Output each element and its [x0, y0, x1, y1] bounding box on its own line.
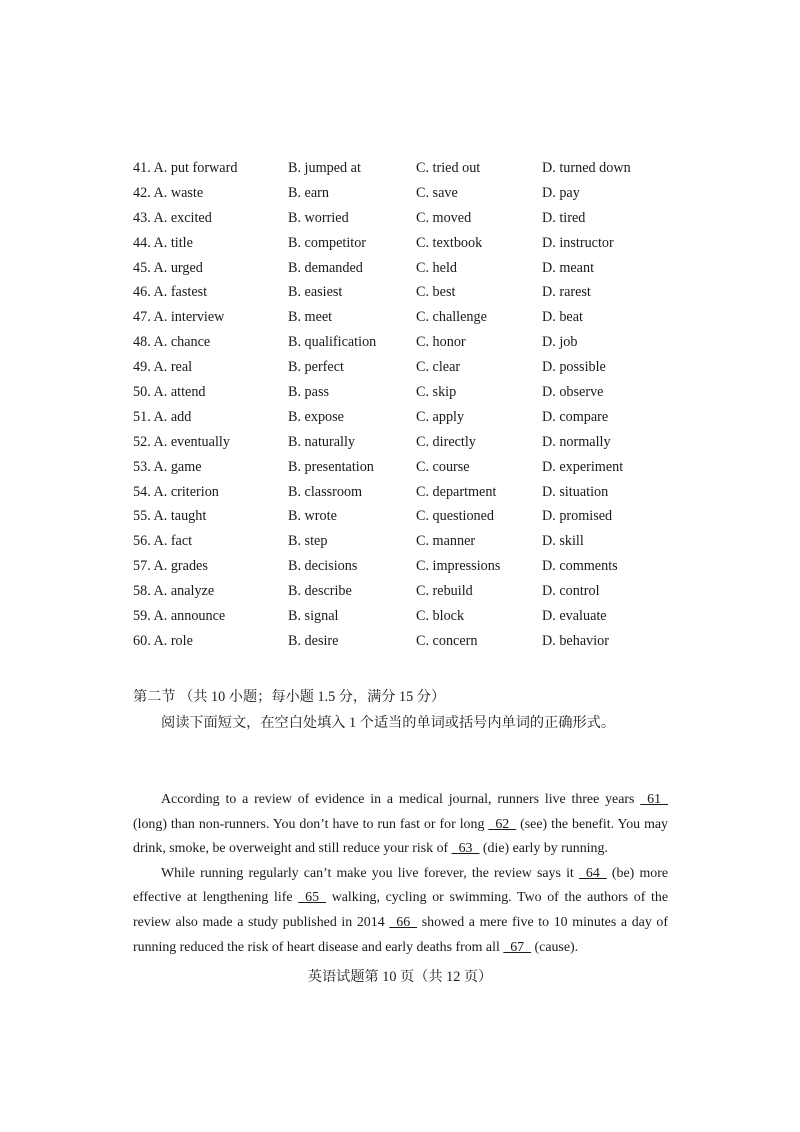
option-a: 55. A. taught: [133, 508, 207, 525]
question-row: [133, 231, 693, 256]
option-a: 41. A. put forward: [133, 160, 238, 176]
option-d: D. compare: [542, 408, 609, 425]
option-a: 59. A. announce: [133, 608, 226, 625]
blank-62: 62: [488, 816, 517, 832]
option-d: D. turned down: [542, 160, 631, 176]
option-a: 50. A. attend: [133, 384, 206, 401]
option-d: D. promised: [542, 508, 613, 525]
option-b: B. worried: [288, 209, 349, 226]
option-b: B. jumped at: [288, 160, 361, 176]
option-c: C. best: [416, 284, 456, 301]
option-d: D. behavior: [542, 632, 609, 649]
question-row: [133, 256, 693, 281]
option-d: D. job: [542, 334, 578, 351]
option-a: 52. A. eventually: [133, 433, 230, 450]
question-row: [133, 504, 693, 529]
option-d: D. meant: [542, 259, 595, 276]
option-c: C. challenge: [416, 309, 487, 326]
passage-text: (cause).: [531, 939, 579, 955]
option-b: B. step: [288, 533, 328, 550]
passage-text: (be) more effective at lengthening life: [133, 865, 668, 906]
option-a: 56. A. fact: [133, 533, 193, 550]
option-b: B. describe: [288, 583, 352, 600]
option-a: 45. A. urged: [133, 259, 203, 276]
option-a: 48. A. chance: [133, 334, 211, 351]
section-heading: 第二节 （共 10 小题；每小题 1.5 分，满分 15 分）: [133, 689, 446, 705]
option-c: C. moved: [416, 209, 472, 226]
question-row: [133, 480, 693, 505]
blank-65: 65: [298, 890, 327, 906]
option-d: D. evaluate: [542, 608, 607, 625]
option-c: C. course: [416, 458, 470, 475]
passage-paragraph-2: [133, 862, 668, 960]
option-c: C. concern: [416, 632, 478, 649]
option-d: D. beat: [542, 309, 583, 326]
option-c: C. manner: [416, 533, 476, 550]
option-c: C. impressions: [416, 558, 501, 575]
option-b: B. meet: [288, 309, 333, 326]
passage: [133, 788, 668, 960]
option-c: C. tried out: [416, 160, 481, 176]
question-row: [133, 280, 693, 305]
option-d: D. skill: [542, 533, 584, 550]
option-b: B. wrote: [288, 508, 337, 525]
option-d: D. normally: [542, 433, 611, 450]
option-b: B. perfect: [288, 359, 344, 376]
option-a: 58. A. analyze: [133, 583, 215, 600]
option-a: 43. A. excited: [133, 209, 212, 226]
option-c: C. skip: [416, 384, 457, 401]
passage-text: walking, cycling or swimming. Two of the authors of the review also made a study published in 2014: [133, 890, 668, 930]
option-b: B. competitor: [288, 234, 367, 251]
question-row: [133, 206, 693, 231]
option-c: C. questioned: [416, 508, 495, 525]
option-b: B. pass: [288, 384, 329, 401]
option-a: 60. A. role: [133, 632, 193, 649]
question-row: [133, 355, 693, 380]
option-c: C. rebuild: [416, 583, 473, 600]
option-a: 44. A. title: [133, 234, 193, 251]
option-d: D. pay: [542, 184, 580, 201]
question-row: [133, 629, 693, 654]
option-b: B. signal: [288, 608, 339, 625]
question-row: [133, 554, 693, 579]
option-a: 57. A. grades: [133, 558, 208, 575]
option-d: D. control: [542, 583, 600, 600]
option-b: B. easiest: [288, 284, 343, 301]
question-row: [133, 380, 693, 405]
option-a: 42. A. waste: [133, 184, 204, 201]
question-row: [133, 305, 693, 330]
question-row: [133, 181, 693, 206]
option-c: C. directly: [416, 433, 476, 450]
passage-text: (see) the benefit. You may drink, smoke, be overweight and still reduce your risk of: [133, 816, 668, 857]
option-c: C. department: [416, 483, 497, 500]
question-row: [133, 156, 693, 181]
blank-67: 67: [503, 939, 532, 955]
option-b: B. presentation: [288, 458, 374, 475]
option-b: B. expose: [288, 408, 344, 425]
option-c: C. honor: [416, 334, 466, 351]
option-d: D. observe: [542, 384, 604, 401]
option-d: D. rarest: [542, 284, 591, 301]
option-d: D. tired: [542, 209, 586, 226]
question-row: [133, 430, 693, 455]
question-row: [133, 604, 693, 629]
question-row: [133, 529, 693, 554]
option-c: C. clear: [416, 359, 461, 376]
blank-63: 63: [451, 841, 480, 857]
blank-66: 66: [389, 914, 418, 930]
option-d: D. possible: [542, 359, 606, 376]
section-instruction: 阅读下面短文，在空白处填入 1 个适当的单词或括号内单词的正确形式。: [161, 715, 616, 731]
option-a: 53. A. game: [133, 458, 202, 475]
option-a: 51. A. add: [133, 408, 192, 425]
option-c: C. block: [416, 608, 465, 625]
option-c: C. apply: [416, 408, 465, 425]
question-row: [133, 405, 693, 430]
option-c: C. save: [416, 184, 458, 201]
passage-text: showed a mere five to 10 minutes a day of running reduced the risk of heart disease and early deaths from all: [133, 914, 668, 955]
passage-text: (die) early by running.: [479, 841, 608, 857]
option-a: 49. A. real: [133, 359, 193, 376]
passage-text: (long) than non-runners. You don’t have to run fast or for long: [133, 816, 489, 832]
options-table: [133, 156, 693, 654]
option-c: C. textbook: [416, 234, 483, 251]
option-b: B. desire: [288, 632, 339, 649]
option-b: B. demanded: [288, 259, 363, 276]
passage-text: According to a review of evidence in a medical journal, runners live three years: [161, 792, 641, 807]
question-row: [133, 579, 693, 604]
option-c: C. held: [416, 259, 457, 276]
option-a: 47. A. interview: [133, 309, 225, 326]
question-row: [133, 330, 693, 355]
option-d: D. comments: [542, 558, 618, 575]
option-b: B. earn: [288, 184, 329, 201]
passage-paragraph-1: [133, 788, 668, 862]
option-a: 46. A. fastest: [133, 284, 208, 301]
page-footer: 英语试题第 10 页（共 12 页）: [307, 969, 493, 985]
question-row: [133, 455, 693, 480]
option-a: 54. A. criterion: [133, 483, 219, 500]
option-d: D. instructor: [542, 234, 614, 251]
option-d: D. situation: [542, 483, 609, 500]
option-b: B. decisions: [288, 558, 358, 575]
option-b: B. qualification: [288, 334, 377, 351]
option-b: B. naturally: [288, 433, 355, 450]
passage-text: While running regularly can’t make you live forever, the review says it: [161, 865, 579, 881]
blank-61: 61: [640, 792, 668, 807]
blank-64: 64: [578, 865, 607, 881]
option-d: D. experiment: [542, 458, 624, 475]
option-b: B. classroom: [288, 483, 363, 500]
